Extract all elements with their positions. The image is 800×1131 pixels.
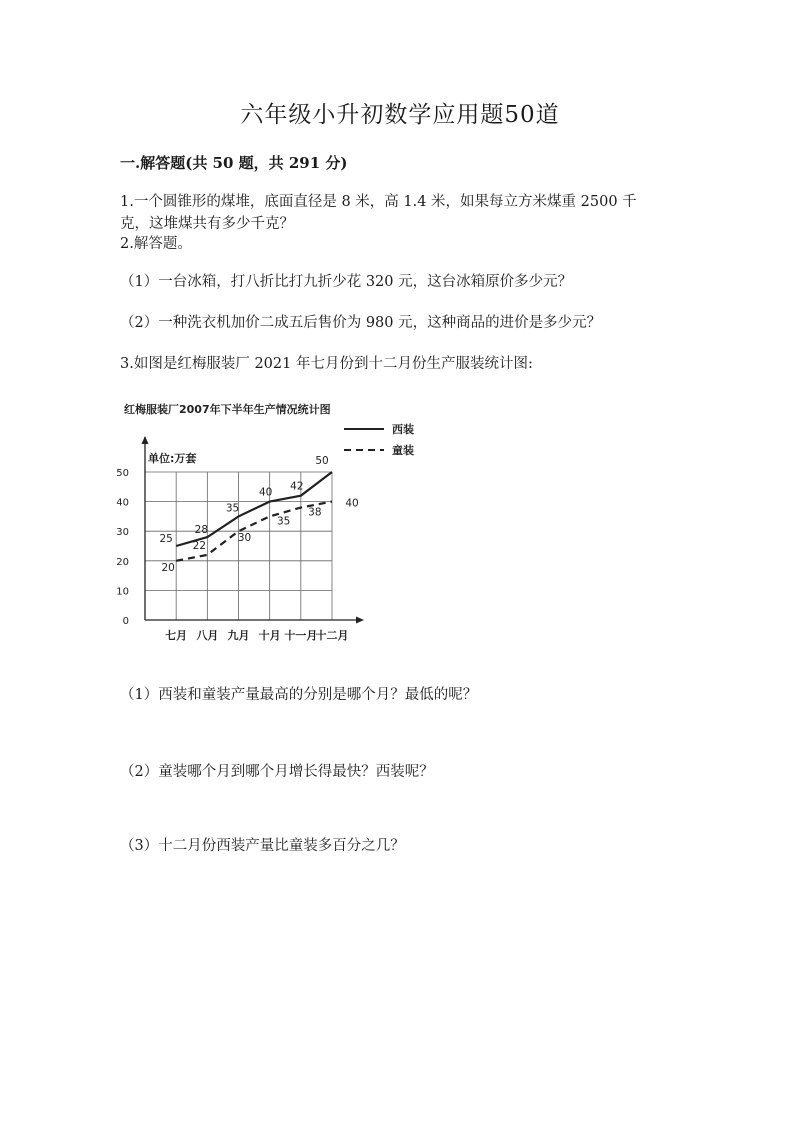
y-tick-label: 10	[116, 586, 129, 598]
q2-sub1: （1）一台冰箱，打八折比打九折少花 320 元，这台冰箱原价多少元？	[120, 274, 573, 290]
x-tick-label: 十一月	[284, 629, 318, 642]
data-label: 22	[192, 539, 207, 552]
q3-heading: 3.如图是红梅服装厂 2021 年七月份到十二月份生产服装统计图:	[120, 356, 533, 372]
y-tick-label: 40	[116, 497, 129, 509]
data-label: 35	[225, 502, 240, 515]
q3-sub2: （2）童装哪个月到哪个月增长得最快？西装呢？	[120, 764, 434, 780]
y-tick-label: 50	[116, 468, 129, 479]
data-label: 20	[161, 561, 175, 574]
data-label: 28	[194, 524, 209, 537]
legend-label: 西装	[392, 423, 414, 436]
chart-unit-label: 单位:万套	[148, 452, 197, 465]
y-tick-label: 30	[116, 527, 129, 539]
data-label: 38	[308, 506, 322, 519]
q3-sub3: （3）十二月份西装产量比童装多百分之几？	[120, 838, 405, 854]
y-axis-arrow	[142, 436, 149, 444]
y-tick-label: 20	[116, 556, 129, 568]
section-heading: 一.解答题(共 50 题，共 291 分)	[120, 154, 348, 172]
data-label: 40	[258, 486, 273, 499]
q3-sub1: （1）西装和童装产量最高的分别是哪个月？最低的呢？	[120, 687, 478, 703]
x-tick-label: 七月	[165, 629, 188, 642]
x-tick-label: 九月	[227, 629, 250, 642]
q1-line1: 1.一个圆锥形的煤堆，底面直径是 8 米，高 1.4 米，如果每立方米煤重 2500 千	[120, 194, 637, 210]
page-title: 六年级小升初数学应用题50道	[240, 102, 560, 128]
x-tick-label: 十二月	[315, 629, 349, 642]
q1-line2: 克，这堆煤共有多少千克？	[120, 216, 294, 232]
data-label: 25	[159, 533, 173, 545]
data-label: 35	[276, 515, 291, 528]
legend-label: 童装	[392, 444, 414, 457]
data-label: 30	[237, 532, 252, 545]
x-axis-arrow	[356, 617, 364, 624]
x-tick-label: 十月	[258, 629, 281, 642]
y-tick-label: 0	[122, 616, 129, 627]
chart-title: 红梅服装厂2007年下半年生产情况统计图	[124, 403, 331, 416]
q2-heading: 2.解答题。	[120, 236, 192, 252]
data-label: 42	[290, 480, 304, 493]
data-label: 40	[345, 497, 359, 510]
production-line-chart	[112, 392, 414, 652]
q2-sub2: （2）一种洗衣机加价二成五后售价为 980 元，这种商品的进价是多少元？	[120, 315, 602, 331]
x-tick-label: 八月	[196, 629, 219, 642]
data-label: 50	[315, 455, 329, 467]
